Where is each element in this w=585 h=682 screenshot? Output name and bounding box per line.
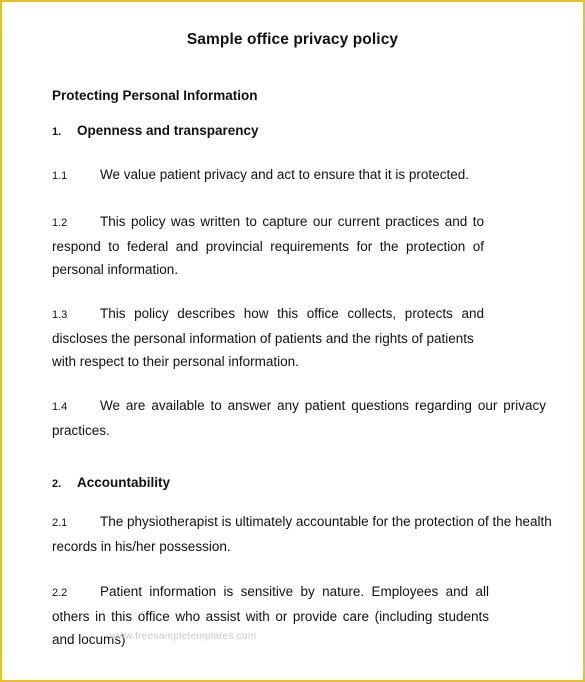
section-2-title: Accountability: [77, 475, 171, 490]
paragraph-line: records in his/her possession.: [52, 539, 231, 554]
paragraph-2-1: [52, 510, 552, 558]
watermark: www.freesampletemplates.com: [110, 631, 257, 642]
paragraph-number: 1.3: [52, 309, 68, 321]
paragraph-line: discloses the personal information of patients and the rights of patients: [52, 331, 474, 346]
paragraph-line: 1.1 We value patient privacy and act to ensure that it is protected.: [52, 163, 530, 188]
paragraph-number: 1.2: [52, 217, 68, 229]
paragraph-number: 1.4: [52, 401, 68, 413]
paragraph-1-3: [52, 302, 484, 373]
section-1-title: Openness and transparency: [77, 123, 259, 138]
paragraph-number: 1.1: [52, 170, 68, 182]
paragraph-1-1: [52, 163, 530, 188]
paragraph-line: 1.4 We are available to answer any patient questions regarding our privacy: [52, 394, 546, 419]
section-1-number: 1.: [52, 126, 62, 138]
paragraph-line: practices.: [52, 423, 110, 438]
paragraph-line: personal information.: [52, 262, 179, 277]
paragraph-number: 2.2: [52, 587, 68, 599]
section-heading-main: Protecting Personal Information: [52, 88, 258, 103]
section-2-number: 2.: [52, 478, 62, 490]
paragraph-line: others in this office who assist with or provide care (including students: [52, 609, 489, 624]
paragraph-line: 2.1 The physiotherapist is ultimately accountable for the protection of the health: [52, 510, 546, 535]
paragraph-line: respond to federal and provincial requirements for the protection of: [52, 239, 484, 254]
section-1-heading: [52, 123, 259, 138]
paragraph-line: and locums): [52, 632, 126, 647]
document-title: Sample office privacy policy: [186, 31, 399, 48]
paragraph-1-2: [52, 210, 484, 281]
section-2-heading: [52, 475, 170, 490]
paragraph-line: 1.3 This policy describes how this office collects, protects and: [52, 302, 484, 327]
paragraph-1-4: [52, 394, 546, 442]
paragraph-line: with respect to their personal information.: [52, 354, 299, 369]
paragraph-number: 2.1: [52, 517, 68, 529]
paragraph-line: 1.2 This policy was written to capture our current practices and to: [52, 210, 484, 235]
paragraph-line: 2.2 Patient information is sensitive by nature. Employees and all: [52, 580, 489, 605]
